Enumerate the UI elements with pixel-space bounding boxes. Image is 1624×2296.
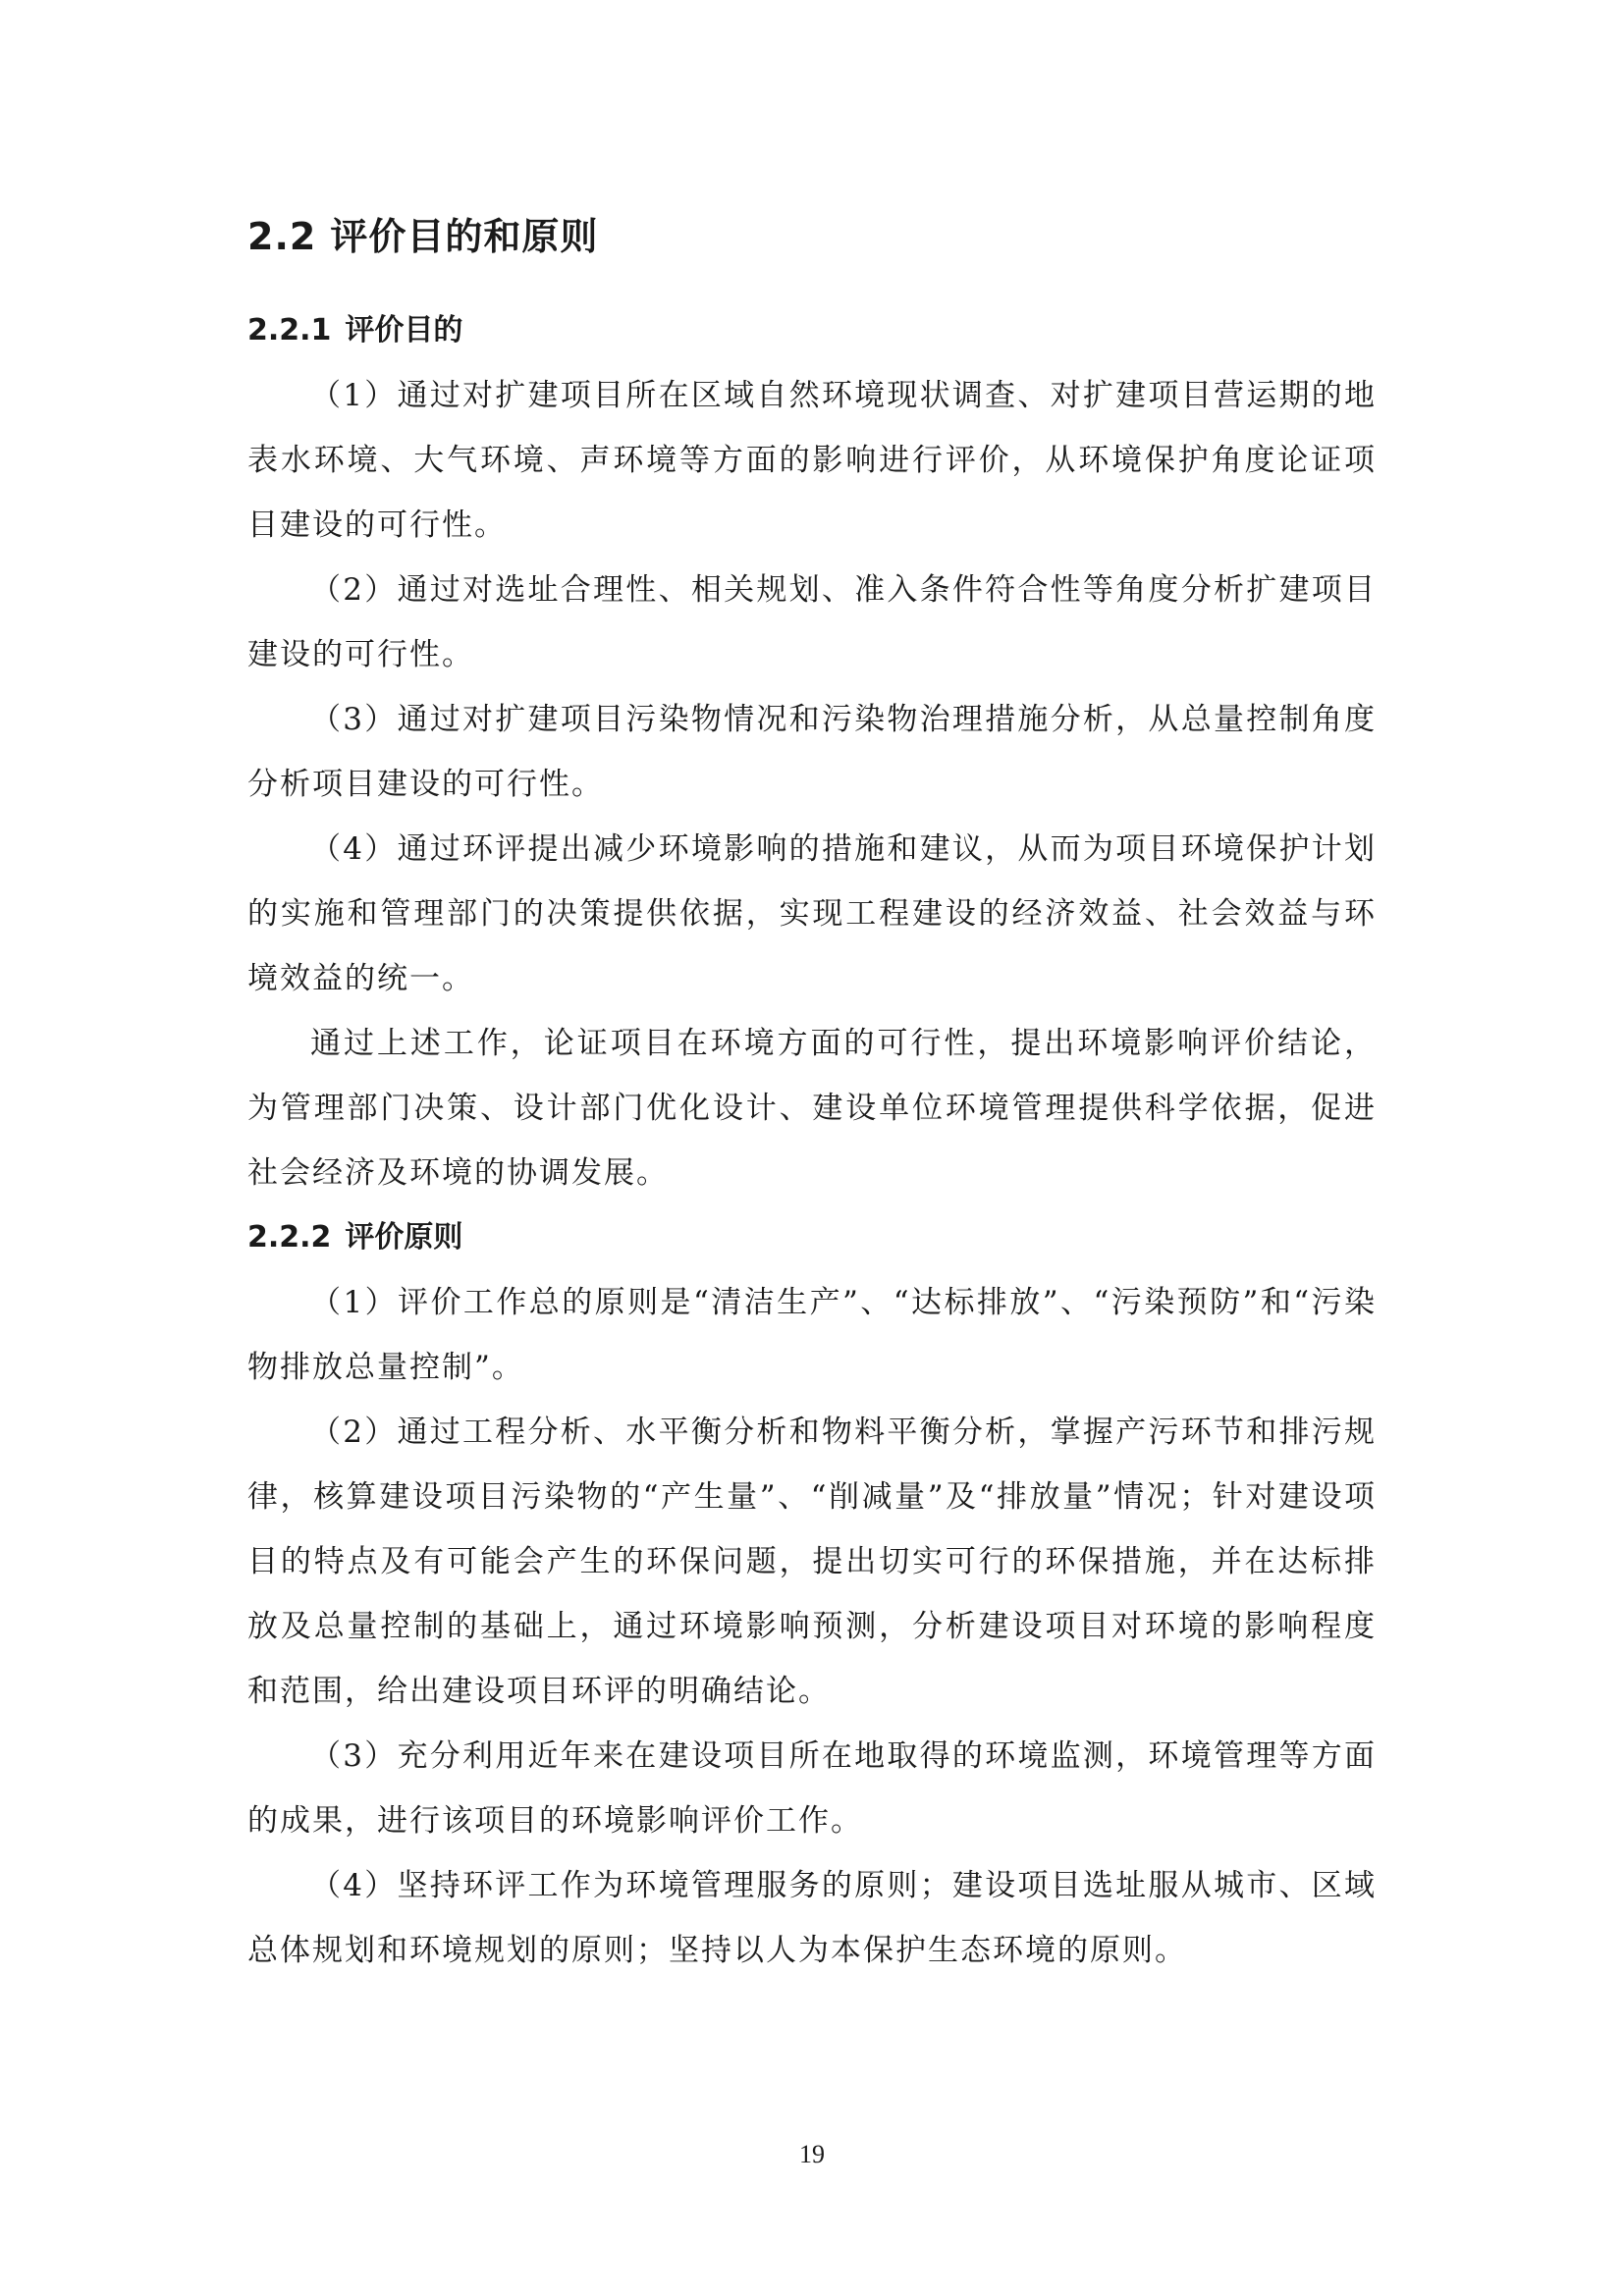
paragraph: （2）通过工程分析、水平衡分析和物料平衡分析，掌握产污环节和排污规律，核算建设项目污染物的“产生量”、“削减量”及“排放量”情况；针对建设项目的特点及有可能会产生的环保问题，提出切实可行的环保措施，并在达标排放及总量控制的基础上，通过环境影响预测，分析建设项目对环境的影响程度和范围，给出建设项目环评的明确结论。 [247, 1415, 1377, 1709]
paragraph: （4）坚持环评工作为环境管理服务的原则；建设项目选址服从城市、区域总体规划和环境规划的原则；坚持以人为本保护生态环境的原则。 [247, 1868, 1377, 1968]
paragraph: （1）评价工作总的原则是“清洁生产”、“达标排放”、“污染预防”和“污染物排放总量控制”。 [247, 1285, 1377, 1385]
subsection-title: 评价原则 [345, 1220, 463, 1255]
paragraph: 通过上述工作，论证项目在环境方面的可行性，提出环境影响评价结论，为管理部门决策、设计部门优化设计、建设单位环境管理提供科学依据，促进社会经济及环境的协调发展。 [247, 1026, 1377, 1191]
subsection-number: 2.2.1 [247, 313, 332, 347]
section-number: 2.2 [247, 215, 317, 258]
subsection-heading-purpose [247, 298, 1377, 363]
page-number: 19 [799, 2140, 825, 2168]
page-content [247, 206, 1377, 1983]
subsection-title: 评价目的 [345, 313, 463, 347]
paragraph: （3）充分利用近年来在建设项目所在地取得的环境监测，环境管理等方面的成果，进行该项目的环境影响评价工作。 [247, 1738, 1377, 1839]
paragraph: （3）通过对扩建项目污染物情况和污染物治理措施分析，从总量控制角度分析项目建设的可行性。 [247, 702, 1377, 802]
section-title: 评价目的和原则 [330, 215, 599, 258]
paragraph: （4）通过环评提出减少环境影响的措施和建议，从而为项目环境保护计划的实施和管理部门的决策提供依据，实现工程建设的经济效益、社会效益与环境效益的统一。 [247, 831, 1377, 996]
section-heading [247, 206, 1377, 267]
subsection-heading-principles [247, 1205, 1377, 1270]
subsection-number: 2.2.2 [247, 1220, 332, 1255]
paragraph: （2）通过对选址合理性、相关规划、准入条件符合性等角度分析扩建项目建设的可行性。 [247, 572, 1377, 672]
paragraph: （1）通过对扩建项目所在区域自然环境现状调查、对扩建项目营运期的地表水环境、大气环境、声环境等方面的影响进行评价，从环境保护角度论证项目建设的可行性。 [247, 378, 1377, 543]
